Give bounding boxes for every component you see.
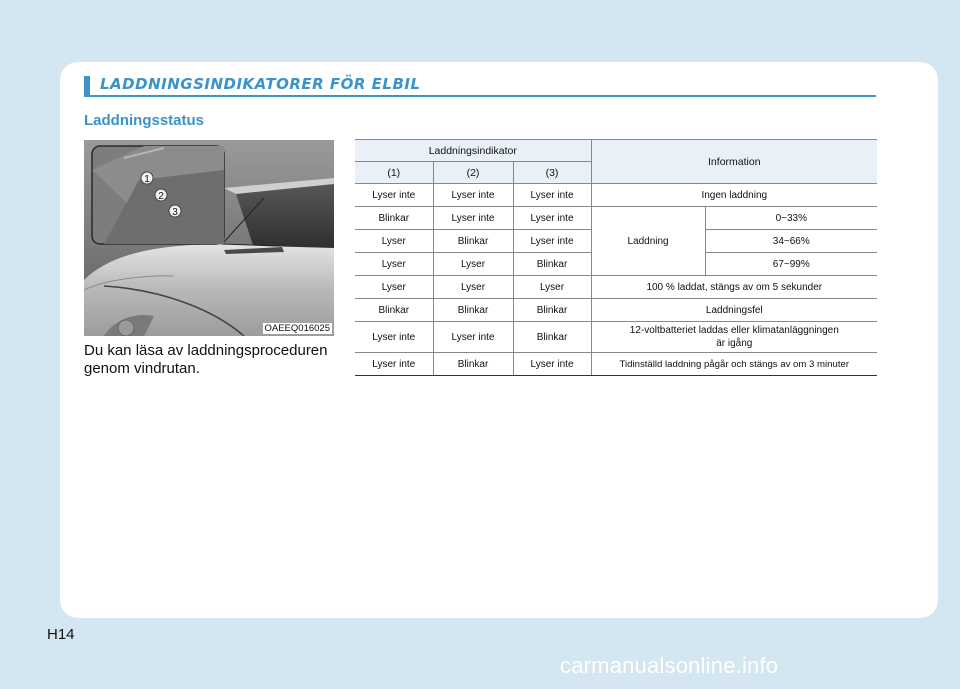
cell-indicator-3: Lyser inte: [513, 184, 591, 207]
header-col-1: (1): [355, 162, 433, 184]
cell-charge-range: 34~66%: [705, 230, 877, 253]
windshield-indicator-figure: [84, 140, 334, 336]
figure-code: OAEEQ016025: [264, 323, 330, 334]
table-row: [355, 276, 877, 299]
header-information: Information: [591, 140, 877, 184]
table-row: [355, 299, 877, 322]
cell-charge-range: 0~33%: [705, 207, 877, 230]
cell-indicator-1: Lyser: [355, 276, 433, 299]
table-row: [355, 322, 877, 353]
header-col-3: (3): [513, 162, 591, 184]
table-row: [355, 353, 877, 376]
cell-indicator-1: Blinkar: [355, 207, 433, 230]
header-indicator: Laddningsindikator: [355, 140, 591, 162]
cell-indicator-2: Blinkar: [433, 299, 513, 322]
cell-charge-range: 67~99%: [705, 253, 877, 276]
watermark-text: carmanualsonline.info: [560, 653, 779, 678]
cell-indicator-3: Lyser inte: [513, 207, 591, 230]
cell-information: Ingen laddning: [591, 184, 877, 207]
cell-indicator-2: Blinkar: [433, 353, 513, 376]
info-line-2: är igång: [716, 338, 753, 349]
cell-indicator-3: Blinkar: [513, 253, 591, 276]
table-row: [355, 184, 877, 207]
section-title: LADDNINGSINDIKATORER FÖR ELBIL: [100, 75, 421, 93]
charging-status-table: [355, 139, 877, 376]
callout-2: 2: [158, 191, 164, 202]
cell-indicator-2: Blinkar: [433, 230, 513, 253]
table-row: [355, 207, 877, 230]
cell-indicator-3: Lyser inte: [513, 353, 591, 376]
section-rule: [84, 95, 876, 97]
cell-indicator-3: Lyser: [513, 276, 591, 299]
cell-indicator-2: Lyser inte: [433, 207, 513, 230]
cell-indicator-1: Lyser: [355, 230, 433, 253]
cell-information: Laddningsfel: [591, 299, 877, 322]
cell-indicator-3: Lyser inte: [513, 230, 591, 253]
cell-indicator-1: Lyser: [355, 253, 433, 276]
cell-information: [591, 322, 877, 353]
cell-indicator-3: Blinkar: [513, 322, 591, 353]
car-illustration: [84, 140, 334, 336]
cell-charging-label: Laddning: [591, 207, 705, 276]
cell-information: Tidinställd laddning pågår och stängs av om 3 minuter: [591, 353, 877, 376]
cell-indicator-1: Lyser inte: [355, 184, 433, 207]
body-text: Du kan läsa av laddningsproceduren genom vindrutan.: [84, 342, 328, 377]
cell-indicator-2: Lyser inte: [433, 322, 513, 353]
subsection-title: Laddningsstatus: [84, 112, 205, 129]
cell-information: 100 % laddat, stängs av om 5 sekunder: [591, 276, 877, 299]
table-header-row: [355, 140, 877, 162]
cell-indicator-1: Blinkar: [355, 299, 433, 322]
page-number: H14: [47, 626, 75, 643]
cell-indicator-3: Blinkar: [513, 299, 591, 322]
cell-indicator-1: Lyser inte: [355, 353, 433, 376]
header-col-2: (2): [433, 162, 513, 184]
cell-indicator-2: Lyser inte: [433, 184, 513, 207]
section-accent-bar: [84, 76, 90, 96]
cell-indicator-1: Lyser inte: [355, 322, 433, 353]
callout-3: 3: [172, 207, 178, 218]
info-line-1: 12-voltbatteriet laddas eller klimatanläggningen: [629, 325, 839, 336]
callout-1: 1: [144, 174, 150, 185]
cell-indicator-2: Lyser: [433, 253, 513, 276]
cell-indicator-2: Lyser: [433, 276, 513, 299]
